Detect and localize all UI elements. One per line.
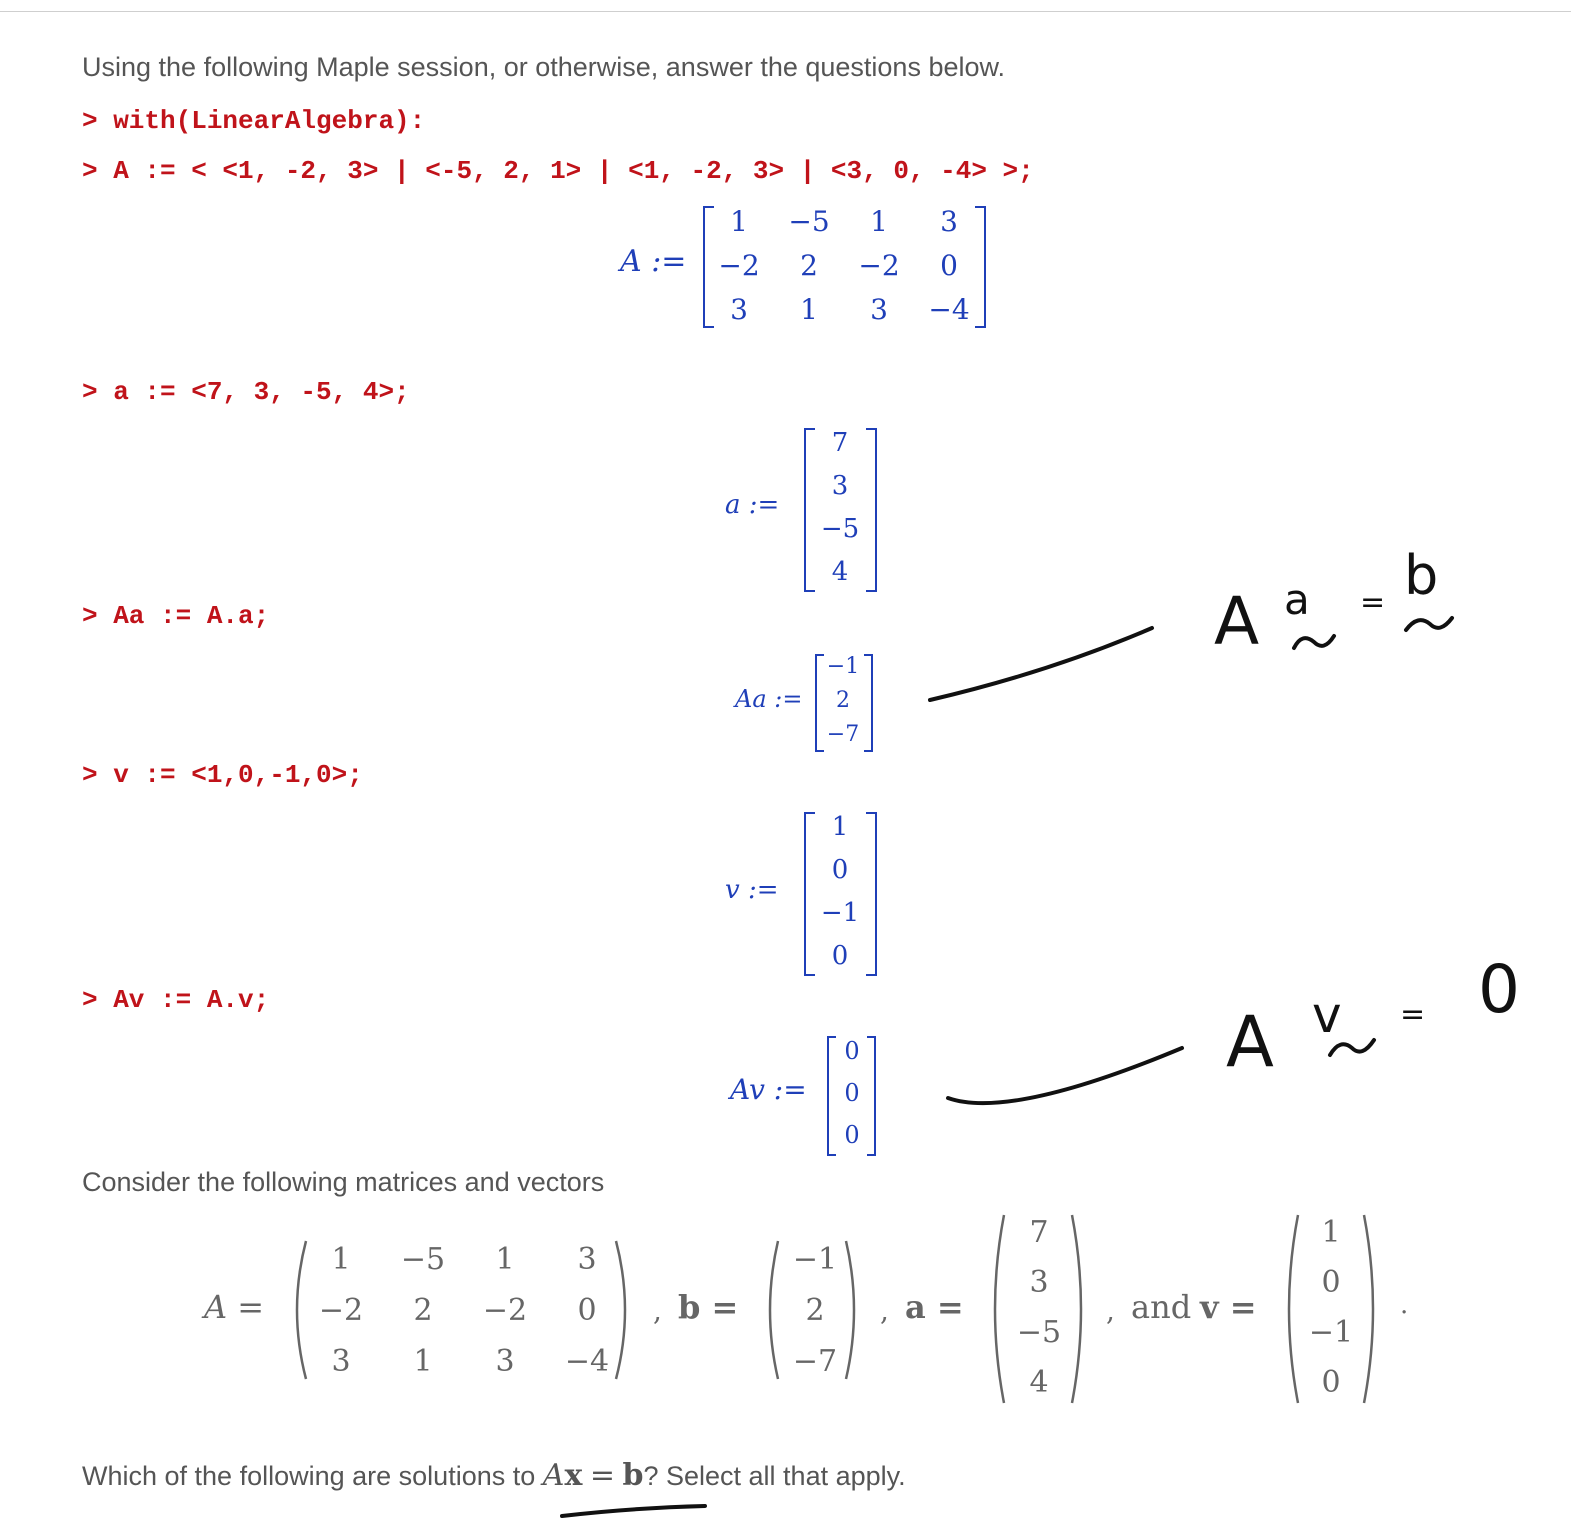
question-equals: = (589, 1458, 615, 1493)
vector-cell: −1 (820, 898, 860, 928)
math-v-label-text: v = (1200, 1288, 1257, 1326)
matrix-cell: 3 (730, 293, 748, 326)
math-b-label-text: b = (678, 1288, 739, 1326)
output-Av-label: Av := (730, 1073, 807, 1106)
matrix-cell: −2 (718, 249, 760, 282)
vector-cell: 3 (831, 471, 849, 501)
ink-tilde (1406, 618, 1452, 630)
matrix-cell: 3 (577, 1242, 597, 1277)
math-A-label: A = (204, 1288, 265, 1326)
matrix-cell: 3 (940, 205, 958, 238)
vector-cell: −1 (826, 654, 860, 679)
consider-text: Consider the following matrices and vectors (82, 1167, 605, 1197)
maple-command-Av[interactable]: > Av := A.v; (82, 985, 270, 1015)
ink-A-1: A (1214, 583, 1260, 660)
matrix-cell: 3 (331, 1344, 351, 1379)
matrix-cell: 1 (413, 1344, 433, 1379)
vector-cell: 7 (831, 428, 849, 458)
vector-cell: 4 (1029, 1365, 1049, 1400)
ink-tilde (1294, 636, 1334, 648)
ink-a: a (1284, 575, 1310, 624)
vector-cell: 0 (831, 855, 849, 885)
matrix-cell: −2 (482, 1293, 528, 1328)
ink-underline (562, 1506, 705, 1516)
output-Aa-label: Aa := (735, 685, 803, 713)
matrix-cell: −5 (788, 205, 830, 238)
vector-cell: −1 (1308, 1315, 1354, 1350)
math-end-period: . (1400, 1290, 1409, 1320)
matrix-cell: −5 (400, 1242, 446, 1277)
vector-cell: 1 (1321, 1215, 1341, 1250)
matrix-cell: 2 (800, 249, 818, 282)
question-b: b (622, 1458, 644, 1493)
vector-cell: 2 (836, 688, 850, 713)
ink-v: v (1312, 986, 1342, 1044)
matrix-cell: −2 (858, 249, 900, 282)
maple-command-define-A[interactable]: > A := < <1, -2, 3> | <-5, 2, 1> | <1, -2, 3> | <3, 0, -4> >; (82, 156, 1034, 186)
vector-cell: −7 (792, 1344, 838, 1379)
vector-cell: 0 (844, 1037, 860, 1065)
ink-stroke (948, 1048, 1182, 1103)
matrix-cell: −2 (318, 1293, 364, 1328)
vector-cell: 3 (1029, 1265, 1049, 1300)
matrix-cell: 1 (800, 293, 818, 326)
vector-cell: −5 (820, 514, 860, 544)
vector-cell: 7 (1029, 1215, 1049, 1250)
separator-comma: , (880, 1294, 889, 1327)
vector-cell: −7 (826, 722, 860, 747)
separator-comma: , (1106, 1294, 1115, 1327)
ink-b: b (1404, 544, 1439, 607)
maple-command-with[interactable]: > with(LinearAlgebra): (82, 106, 426, 136)
output-v-label: v := (725, 875, 779, 905)
matrix-cell: 2 (413, 1293, 433, 1328)
maple-command-Aa[interactable]: > Aa := A.a; (82, 601, 270, 631)
vector-cell: 1 (831, 812, 849, 842)
question-x: x (564, 1458, 583, 1493)
separator-comma: , (653, 1294, 662, 1327)
matrix-cell: 1 (730, 205, 748, 238)
vector-cell: 2 (805, 1293, 825, 1328)
matrix-cell: −4 (564, 1344, 610, 1379)
vector-cell: 0 (844, 1079, 860, 1107)
vector-cell: −5 (1016, 1315, 1062, 1350)
ink-equals-2: = (1400, 997, 1426, 1032)
matrix-cell: 1 (495, 1242, 515, 1277)
matrix-cell: 1 (870, 205, 888, 238)
vector-cell: 0 (844, 1121, 860, 1149)
vector-cell: −1 (792, 1242, 838, 1277)
matrix-cell: 0 (940, 249, 958, 282)
question-after: ? Select all that apply. (643, 1461, 906, 1491)
matrix-cell: 0 (577, 1293, 597, 1328)
matrix-cell: −4 (928, 293, 970, 326)
ink-equals-1: = (1360, 585, 1386, 620)
question-A: A (542, 1458, 565, 1493)
matrix-cell: 3 (495, 1344, 515, 1379)
output-A-label: A := (620, 244, 687, 279)
maple-command-define-v[interactable]: > v := <1,0,-1,0>; (82, 760, 363, 790)
ink-A-2: A (1226, 1001, 1274, 1083)
vector-cell: 0 (1321, 1265, 1341, 1300)
matrix-cell: 1 (331, 1242, 351, 1277)
output-a-label: a := (725, 490, 780, 520)
intro-text: Using the following Maple session, or otherwise, answer the questions below. (82, 52, 1005, 82)
math-a-label-text: a = (905, 1288, 964, 1326)
vector-cell: 0 (831, 941, 849, 971)
ink-stroke (930, 628, 1152, 700)
maple-command-define-a[interactable]: > a := <7, 3, -5, 4>; (82, 377, 410, 407)
math-and-word: and (1131, 1288, 1192, 1326)
ink-zero: 0 (1478, 951, 1520, 1028)
vector-cell: 0 (1321, 1365, 1341, 1400)
question-before: Which of the following are solutions to (82, 1461, 536, 1491)
matrix-cell: 3 (870, 293, 888, 326)
vector-cell: 4 (831, 557, 849, 587)
